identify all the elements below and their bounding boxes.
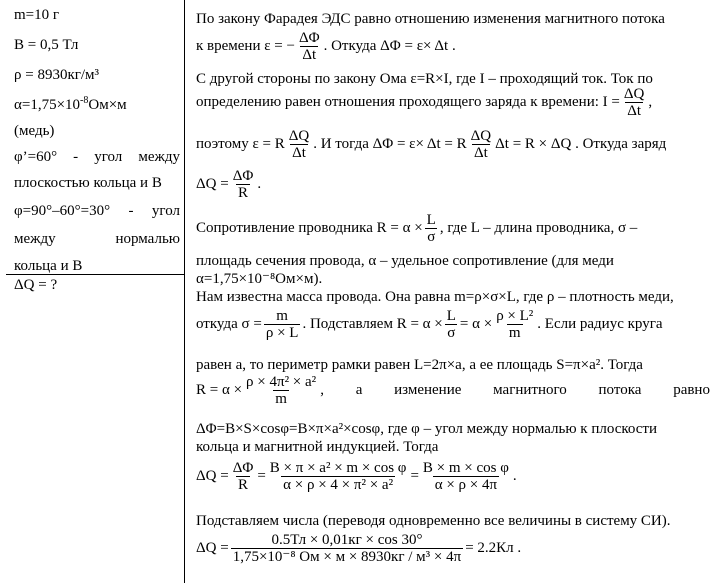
fraction: $\frac{\text{B × π × a² × m × cos φ}}{\text{α × ρ × 4 × π² × a²}}$ (269, 460, 407, 493)
fraction: $\frac{\text{ρ × 4π² × a²}}{m}$ (246, 374, 317, 407)
solution-line-8: площадь сечения провода, α – удельное сопротивление (для меди (196, 253, 614, 269)
given-angle1-line1: φ’=60° - угол между (14, 149, 180, 165)
given-angle2-line1: φ=90°–60°=30° - угол (14, 203, 180, 219)
given-material: (медь) (14, 123, 55, 139)
given-separator (6, 274, 184, 275)
given-angle2-line3: кольца и B (14, 258, 83, 274)
solution-line-5: поэтому ε = R $\frac{\Delta Q}{\Delta t}$ . И тогда ΔΦ = ε× Δt = R $\frac{\Delta Q}{\Delta t}$ Δt = R × ΔQ . Откуда заряд (196, 128, 667, 161)
solution-line-18: ΔQ = $\frac{0.5Тл \times 0,01кг \times \cos 30^\circ}{\text{1,75×10⁻⁸ Ом × м × 8930кг / м³ × 4π}}$ = 2.2Кл . (196, 532, 522, 565)
given-resistivity: $\alpha=1,75\times 10^{-8}Ом\times м$ (14, 95, 127, 113)
solution-line-15: кольца и магнитной индукцией. Тогда (196, 439, 439, 455)
fraction: $\frac{\Delta Q}{\Delta t}$ (470, 128, 492, 161)
given-mass: m=10 г (14, 7, 60, 23)
fraction: $\frac{\Delta\Phi}{\Delta t}$ (298, 30, 320, 63)
fraction: $\frac{\Delta\Phi}{R}$ (232, 168, 254, 201)
column-divider (184, 0, 185, 583)
solution-line-12: равен a, то периметр рамки равен L=2π×a, а ее площадь S=π×a². Тогда (196, 357, 643, 373)
solution-line-16: ΔQ = $\frac{\Delta\Phi}{R}$ = $\frac{\text{B × π × a² × m × cos φ}}{\text{α × ρ × 4 × π² × a²}}$ = $\frac{\text{B × m × cos φ}}{\alpha \times \rho \times 4\pi}$ . (196, 460, 517, 493)
given-density: ρ = 8930кг/м³ (14, 67, 100, 83)
fraction: $\frac{0.5Тл \times 0,01кг \times \cos 30^\circ}{\text{1,75×10⁻⁸ Ом × м × 8930кг / м³ × 4π}}$ (232, 532, 462, 565)
given-angle2-line2: между нормалью (14, 231, 180, 247)
solution-line-2: к времени ε = − $\frac{\Delta\Phi}{\Delta t}$ . Откуда ΔΦ = ε× Δt . (196, 30, 456, 63)
fraction: $\frac{L}{\sigma}$ (446, 308, 456, 341)
solution-line-17: Подставляем числа (переводя одновременно все величины в систему СИ). (196, 513, 671, 529)
fraction: $\frac{\text{B × m × cos φ}}{\alpha \times \rho \times 4\pi}$ (422, 460, 509, 493)
fraction: $\frac{\text{ρ × L²}}{m}$ (496, 308, 534, 341)
fraction: $\frac{\Delta Q}{\Delta t}$ (288, 128, 310, 161)
solution-line-1: По закону Фарадея ЭДС равно отношению изменения магнитного потока (196, 11, 665, 27)
solution-line-9: α=1,75×10⁻⁸Ом×м). (196, 271, 323, 287)
solution-line-7: Сопротивление проводника R = α × $\frac{L}{\sigma}$ , где L – длина проводника, σ – (196, 212, 638, 245)
fraction: $\frac{m}{\rho \times L}$ (265, 308, 299, 341)
solution-line-4: определению равен отношения проходящего заряда к времени: I = $\frac{\Delta Q}{\Delta t}$ , (196, 86, 653, 119)
solution-line-14: ΔΦ=B×S×cosφ=B×π×a²×cosφ, где φ – угол между нормалью к плоскости (196, 421, 658, 437)
solution-line-10: Нам известна масса провода. Она равна m=ρ×σ×L, где ρ – плотность меди, (196, 289, 674, 305)
solution-line-11: откуда σ = $\frac{m}{\rho \times L}$ . Подставляем R = α × $\frac{L}{\sigma}$ = α × $\frac{\text{ρ × L²}}{m}$ . Если радиус круга (196, 308, 663, 341)
fraction: $\frac{\Delta Q}{\Delta t}$ (623, 86, 645, 119)
solution-line-6: ΔQ = $\frac{\Delta\Phi}{R}$ . (196, 168, 262, 201)
fraction: $\frac{\Delta\Phi}{R}$ (232, 460, 254, 493)
solution-line-13: R = α × $\frac{\text{ρ × 4π² × a²}}{m}$ , а изменение магнитного потока равно (196, 374, 710, 407)
solution-line-3: С другой стороны по закону Ома ε=R×I, где I – проходящий ток. Ток по (196, 71, 653, 87)
given-field: B = 0,5 Тл (14, 37, 79, 53)
given-angle1-line2: плоскостью кольца и B (14, 175, 162, 191)
fraction: $\frac{L}{\sigma}$ (426, 212, 436, 245)
find-label: ΔQ = ? (14, 277, 58, 293)
